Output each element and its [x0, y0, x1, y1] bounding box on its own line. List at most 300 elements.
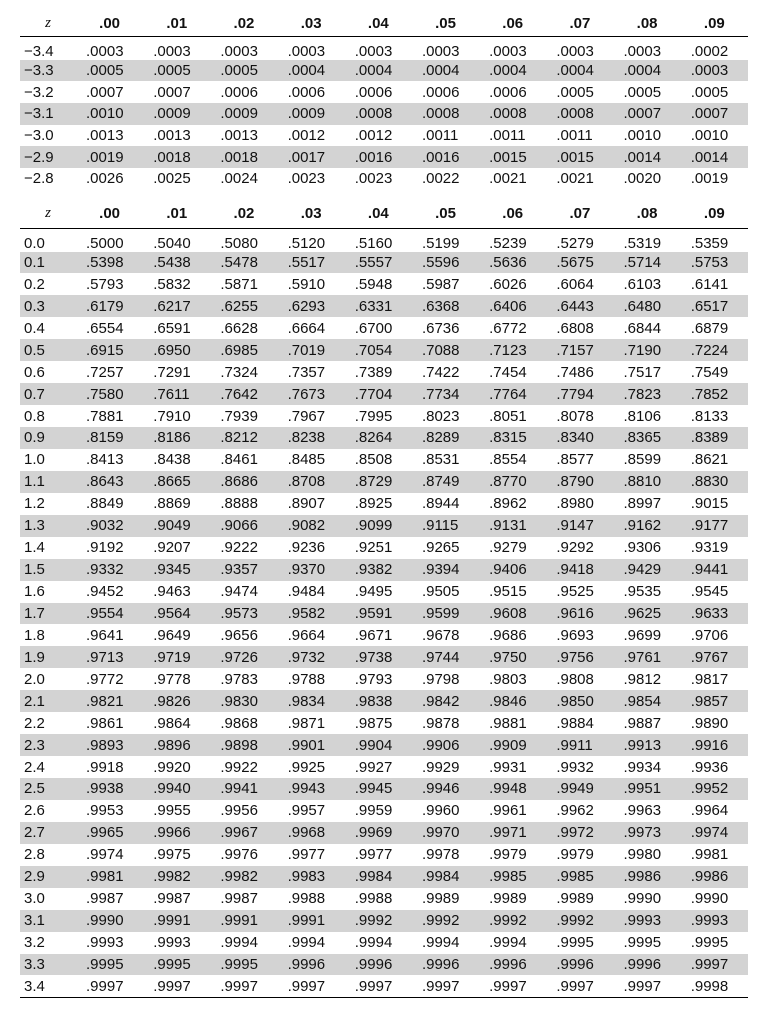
- probability-cell: .0014: [681, 146, 748, 168]
- probability-cell: .9788: [287, 670, 326, 688]
- table-row: [20, 383, 748, 405]
- negative-table-body: [20, 36, 748, 190]
- probability-cell: .9994: [421, 934, 460, 952]
- probability-cell: .9989: [421, 890, 460, 908]
- probability-cell: .9969: [345, 822, 412, 844]
- probability-cell: .9463: [153, 583, 191, 601]
- probability-cell: .8508: [354, 451, 393, 469]
- z-value: −3.3: [20, 60, 76, 82]
- probability-cell: .6179: [76, 295, 143, 317]
- column-header: .04: [345, 12, 412, 36]
- probability-cell: .7642: [210, 383, 277, 405]
- probability-cell: .7190: [614, 339, 681, 361]
- table-row: [20, 581, 748, 603]
- probability-cell: .0023: [354, 170, 393, 188]
- probability-cell: .0010: [76, 103, 143, 125]
- probability-cell: .5359: [690, 234, 729, 252]
- probability-cell: .9998: [681, 975, 748, 997]
- probability-cell: .9993: [681, 910, 748, 932]
- probability-cell: .8643: [76, 471, 143, 493]
- probability-cell: .9817: [690, 670, 729, 688]
- probability-cell: .7088: [412, 339, 479, 361]
- probability-cell: .9974: [86, 846, 124, 864]
- probability-cell: .8133: [690, 407, 729, 425]
- probability-cell: .7704: [345, 383, 412, 405]
- probability-cell: .9515: [489, 583, 527, 601]
- probability-cell: .9963: [623, 802, 662, 820]
- z-value: 2.7: [20, 822, 76, 844]
- probability-cell: .9985: [479, 866, 546, 888]
- probability-cell: .9452: [86, 583, 124, 601]
- probability-cell: .9505: [421, 583, 460, 601]
- probability-cell: .0009: [210, 103, 277, 125]
- probability-cell: .9099: [345, 515, 412, 537]
- probability-cell: .9798: [421, 670, 460, 688]
- table-row: [20, 603, 748, 625]
- probability-cell: .9991: [210, 910, 277, 932]
- probability-cell: .9846: [479, 690, 546, 712]
- probability-cell: .0009: [143, 103, 210, 125]
- probability-cell: .9997: [210, 975, 277, 997]
- probability-cell: .9968: [278, 822, 345, 844]
- probability-cell: .8944: [421, 495, 460, 513]
- probability-cell: .9599: [412, 603, 479, 625]
- probability-cell: .0003: [681, 60, 748, 82]
- probability-cell: .0022: [421, 170, 460, 188]
- table-row: [20, 646, 748, 668]
- probability-cell: .0015: [479, 146, 546, 168]
- probability-cell: .8925: [354, 495, 393, 513]
- probability-cell: .9964: [690, 802, 729, 820]
- probability-cell: .9997: [76, 975, 143, 997]
- probability-cell: .9406: [479, 559, 546, 581]
- probability-cell: .9066: [210, 515, 277, 537]
- probability-cell: .5040: [153, 234, 191, 252]
- probability-cell: .9573: [210, 603, 277, 625]
- probability-cell: .9850: [546, 690, 613, 712]
- probability-cell: .9995: [690, 934, 729, 952]
- probability-cell: .0003: [220, 42, 258, 60]
- probability-cell: .9993: [614, 910, 681, 932]
- probability-cell: .9995: [143, 954, 210, 976]
- probability-cell: .8212: [210, 427, 277, 449]
- probability-cell: .0013: [86, 126, 124, 144]
- probability-cell: .9719: [143, 646, 210, 668]
- probability-cell: .7389: [354, 363, 393, 381]
- probability-cell: .0010: [623, 126, 662, 144]
- probability-cell: .7454: [489, 363, 527, 381]
- table-row: [20, 146, 748, 168]
- probability-cell: .0012: [354, 126, 393, 144]
- table-row: [20, 800, 748, 822]
- probability-cell: .0004: [479, 60, 546, 82]
- probability-cell: .0016: [412, 146, 479, 168]
- probability-cell: .0008: [546, 103, 613, 125]
- probability-cell: .5160: [354, 234, 393, 252]
- table-row: [20, 537, 748, 559]
- table-row: [20, 103, 748, 125]
- z-value: −3.1: [20, 103, 76, 125]
- probability-cell: .9955: [153, 802, 191, 820]
- probability-cell: .9842: [412, 690, 479, 712]
- probability-cell: .9946: [412, 778, 479, 800]
- table-row: [20, 252, 748, 274]
- probability-cell: .9970: [412, 822, 479, 844]
- probability-cell: .7939: [220, 407, 258, 425]
- probability-cell: .9997: [479, 975, 546, 997]
- z-value: −3.4: [24, 42, 54, 60]
- probability-cell: .0003: [623, 42, 662, 60]
- probability-cell: .9911: [546, 734, 613, 756]
- probability-cell: .9981: [76, 866, 143, 888]
- probability-cell: .5239: [489, 234, 527, 252]
- column-header: .07: [546, 200, 613, 228]
- probability-cell: .0005: [143, 60, 210, 82]
- probability-cell: .0006: [220, 83, 258, 101]
- table-row: [20, 125, 748, 147]
- probability-cell: .6591: [153, 319, 191, 337]
- probability-cell: .9418: [546, 559, 613, 581]
- z-value: 0.9: [20, 427, 76, 449]
- probability-cell: .9949: [546, 778, 613, 800]
- probability-cell: .9940: [143, 778, 210, 800]
- probability-cell: .0007: [153, 83, 191, 101]
- probability-cell: .5753: [681, 252, 748, 274]
- z-value: 2.4: [24, 758, 45, 776]
- probability-cell: .7549: [690, 363, 729, 381]
- z-value: 0.0: [24, 234, 45, 252]
- probability-cell: .9535: [623, 583, 662, 601]
- probability-cell: .6368: [412, 295, 479, 317]
- probability-cell: .9772: [86, 670, 124, 688]
- z-value: 0.4: [24, 319, 45, 337]
- probability-cell: .9972: [546, 822, 613, 844]
- table-row: [20, 273, 748, 295]
- probability-cell: .9147: [546, 515, 613, 537]
- z-value: 0.5: [20, 339, 76, 361]
- probability-cell: .8830: [681, 471, 748, 493]
- probability-cell: .7794: [546, 383, 613, 405]
- probability-cell: .9990: [690, 890, 729, 908]
- probability-cell: .9884: [556, 714, 594, 732]
- probability-cell: .9864: [153, 714, 191, 732]
- probability-cell: .7852: [681, 383, 748, 405]
- probability-cell: .7580: [76, 383, 143, 405]
- probability-cell: .9706: [690, 626, 729, 644]
- probability-cell: .8365: [614, 427, 681, 449]
- z-value: 2.3: [20, 734, 76, 756]
- probability-cell: .9906: [412, 734, 479, 756]
- probability-cell: .9956: [220, 802, 258, 820]
- probability-cell: .9192: [86, 539, 124, 557]
- z-value: 2.1: [20, 690, 76, 712]
- table-row: [20, 339, 748, 361]
- probability-cell: .9943: [278, 778, 345, 800]
- probability-cell: .9925: [287, 758, 326, 776]
- probability-cell: .5478: [210, 252, 277, 274]
- table-row: [20, 228, 748, 252]
- probability-cell: .9649: [153, 626, 191, 644]
- probability-cell: .0010: [690, 126, 729, 144]
- probability-cell: .9913: [614, 734, 681, 756]
- probability-cell: .0021: [489, 170, 527, 188]
- probability-cell: .9989: [556, 890, 594, 908]
- probability-cell: .9993: [86, 934, 124, 952]
- probability-cell: .7734: [412, 383, 479, 405]
- probability-cell: .9370: [278, 559, 345, 581]
- probability-cell: .9997: [278, 975, 345, 997]
- probability-cell: .9997: [614, 975, 681, 997]
- probability-cell: .9015: [690, 495, 729, 513]
- probability-cell: .0003: [421, 42, 460, 60]
- column-header: .08: [614, 200, 681, 228]
- probability-cell: .5832: [153, 275, 191, 293]
- probability-cell: .9345: [143, 559, 210, 581]
- column-header: .02: [210, 12, 277, 36]
- probability-cell: .5199: [421, 234, 460, 252]
- probability-cell: .9996: [546, 954, 613, 976]
- probability-cell: .0007: [614, 103, 681, 125]
- probability-cell: .9893: [76, 734, 143, 756]
- probability-cell: .9982: [210, 866, 277, 888]
- probability-cell: .9992: [479, 910, 546, 932]
- probability-cell: .9994: [287, 934, 326, 952]
- probability-cell: .5080: [220, 234, 258, 252]
- column-header: .03: [278, 12, 345, 36]
- probability-cell: .9982: [143, 866, 210, 888]
- probability-cell: .9992: [412, 910, 479, 932]
- column-header: .09: [681, 12, 748, 36]
- probability-cell: .9979: [556, 846, 594, 864]
- z-value: 1.7: [20, 603, 76, 625]
- z-value: 2.2: [24, 714, 45, 732]
- probability-cell: .9713: [76, 646, 143, 668]
- probability-cell: .9988: [287, 890, 326, 908]
- table-row: [20, 471, 748, 493]
- probability-cell: .9945: [345, 778, 412, 800]
- probability-cell: .6628: [220, 319, 258, 337]
- probability-cell: .9357: [210, 559, 277, 581]
- probability-cell: .9625: [614, 603, 681, 625]
- z-value: −2.8: [24, 170, 54, 188]
- probability-cell: .9953: [86, 802, 124, 820]
- probability-cell: .6736: [421, 319, 460, 337]
- probability-cell: .6808: [556, 319, 594, 337]
- probability-cell: .9971: [479, 822, 546, 844]
- probability-cell: .8997: [623, 495, 662, 513]
- table-row: [20, 822, 748, 844]
- probability-cell: .5517: [278, 252, 345, 274]
- probability-cell: .9977: [354, 846, 393, 864]
- probability-cell: .9887: [623, 714, 662, 732]
- z-value: 2.0: [24, 670, 45, 688]
- probability-cell: .9756: [546, 646, 613, 668]
- probability-cell: .0003: [489, 42, 527, 60]
- probability-cell: .9962: [556, 802, 594, 820]
- probability-cell: .9838: [345, 690, 412, 712]
- probability-cell: .9967: [210, 822, 277, 844]
- probability-cell: .6255: [210, 295, 277, 317]
- probability-cell: .0005: [623, 83, 662, 101]
- probability-cell: .0003: [287, 42, 326, 60]
- probability-cell: .0005: [210, 60, 277, 82]
- probability-cell: .7422: [421, 363, 460, 381]
- column-header: .09: [681, 200, 748, 228]
- probability-cell: .8264: [345, 427, 412, 449]
- probability-cell: .0012: [287, 126, 326, 144]
- column-header: .04: [345, 200, 412, 228]
- probability-cell: .9793: [354, 670, 393, 688]
- probability-cell: .9726: [210, 646, 277, 668]
- probability-cell: .6480: [614, 295, 681, 317]
- probability-cell: .0016: [345, 146, 412, 168]
- probability-cell: .9761: [614, 646, 681, 668]
- probability-cell: .7486: [556, 363, 594, 381]
- probability-cell: .6064: [556, 275, 594, 293]
- probability-cell: .0014: [614, 146, 681, 168]
- column-header: .03: [278, 200, 345, 228]
- probability-cell: .9441: [681, 559, 748, 581]
- probability-cell: .9564: [143, 603, 210, 625]
- probability-cell: .8599: [623, 451, 662, 469]
- probability-cell: .9981: [690, 846, 729, 864]
- probability-cell: .0017: [278, 146, 345, 168]
- probability-cell: .5319: [623, 234, 662, 252]
- probability-cell: .8106: [623, 407, 662, 425]
- probability-cell: .9979: [489, 846, 527, 864]
- probability-cell: .9082: [278, 515, 345, 537]
- probability-cell: .9990: [623, 890, 662, 908]
- probability-cell: .9991: [143, 910, 210, 932]
- column-header: .00: [76, 200, 143, 228]
- probability-cell: .8413: [86, 451, 124, 469]
- probability-cell: .9686: [489, 626, 527, 644]
- probability-cell: .0018: [143, 146, 210, 168]
- probability-cell: .5793: [86, 275, 124, 293]
- probability-cell: .9974: [681, 822, 748, 844]
- probability-cell: .8186: [143, 427, 210, 449]
- probability-cell: .9608: [479, 603, 546, 625]
- z-table-positive: [20, 200, 748, 998]
- probability-cell: .7995: [354, 407, 393, 425]
- probability-cell: .8810: [614, 471, 681, 493]
- probability-cell: .9938: [76, 778, 143, 800]
- probability-cell: .9664: [287, 626, 326, 644]
- probability-cell: .5871: [220, 275, 258, 293]
- z-value: 2.9: [20, 866, 76, 888]
- probability-cell: .9922: [220, 758, 258, 776]
- table-row: [20, 910, 748, 932]
- probability-cell: .0020: [623, 170, 662, 188]
- column-header: .06: [479, 200, 546, 228]
- probability-cell: .9875: [354, 714, 393, 732]
- table-row: [20, 493, 748, 515]
- probability-cell: .9049: [143, 515, 210, 537]
- probability-cell: .8621: [690, 451, 729, 469]
- probability-cell: .7910: [153, 407, 191, 425]
- probability-cell: .0018: [210, 146, 277, 168]
- z-value: 3.3: [20, 954, 76, 976]
- probability-cell: .9545: [690, 583, 729, 601]
- table-row: [20, 449, 748, 471]
- probability-cell: .5948: [354, 275, 393, 293]
- probability-cell: .9987: [153, 890, 191, 908]
- table-row: [20, 515, 748, 537]
- probability-cell: .9996: [479, 954, 546, 976]
- probability-cell: .0003: [86, 42, 124, 60]
- probability-cell: .0021: [556, 170, 594, 188]
- table-row: [20, 888, 748, 910]
- probability-cell: .5000: [86, 234, 124, 252]
- probability-cell: .7764: [479, 383, 546, 405]
- z-value: 0.8: [24, 407, 45, 425]
- probability-cell: .9830: [210, 690, 277, 712]
- probability-cell: .8869: [153, 495, 191, 513]
- table-row: [20, 778, 748, 800]
- probability-cell: .9319: [690, 539, 729, 557]
- probability-cell: .8051: [489, 407, 527, 425]
- probability-cell: .0006: [354, 83, 393, 101]
- probability-cell: .8315: [479, 427, 546, 449]
- probability-cell: .9901: [278, 734, 345, 756]
- z-value: 0.6: [24, 363, 45, 381]
- z-value: 3.2: [24, 934, 45, 952]
- probability-cell: .9177: [681, 515, 748, 537]
- probability-cell: .9997: [546, 975, 613, 997]
- probability-cell: .9292: [556, 539, 594, 557]
- probability-cell: .0015: [546, 146, 613, 168]
- z-value: 1.0: [24, 451, 45, 469]
- probability-cell: .6331: [345, 295, 412, 317]
- probability-cell: .9162: [614, 515, 681, 537]
- probability-cell: .9993: [153, 934, 191, 952]
- probability-cell: .9857: [681, 690, 748, 712]
- z-value: −3.2: [24, 83, 54, 101]
- probability-cell: .9997: [681, 954, 748, 976]
- probability-cell: .5675: [546, 252, 613, 274]
- z-value: 0.1: [20, 252, 76, 274]
- probability-cell: .8389: [681, 427, 748, 449]
- probability-cell: .0008: [479, 103, 546, 125]
- probability-cell: .9934: [623, 758, 662, 776]
- probability-cell: .9996: [278, 954, 345, 976]
- probability-cell: .9975: [153, 846, 191, 864]
- probability-cell: .9750: [479, 646, 546, 668]
- z-value: 1.9: [20, 646, 76, 668]
- probability-cell: .0019: [690, 170, 729, 188]
- probability-cell: .0009: [278, 103, 345, 125]
- probability-cell: .9929: [421, 758, 460, 776]
- probability-cell: .8665: [143, 471, 210, 493]
- probability-cell: .9732: [278, 646, 345, 668]
- probability-cell: .7123: [479, 339, 546, 361]
- probability-cell: .0006: [421, 83, 460, 101]
- probability-cell: .9995: [76, 954, 143, 976]
- z-value: 0.7: [20, 383, 76, 405]
- probability-cell: .9987: [220, 890, 258, 908]
- probability-cell: .5279: [556, 234, 594, 252]
- probability-cell: .8790: [546, 471, 613, 493]
- z-table-negative: [20, 12, 748, 190]
- probability-cell: .5714: [614, 252, 681, 274]
- probability-cell: .7823: [614, 383, 681, 405]
- probability-cell: .9992: [546, 910, 613, 932]
- probability-cell: .9977: [287, 846, 326, 864]
- z-value: 3.1: [20, 910, 76, 932]
- probability-cell: .0011: [489, 126, 526, 144]
- probability-cell: .0025: [153, 170, 191, 188]
- probability-cell: .8554: [489, 451, 527, 469]
